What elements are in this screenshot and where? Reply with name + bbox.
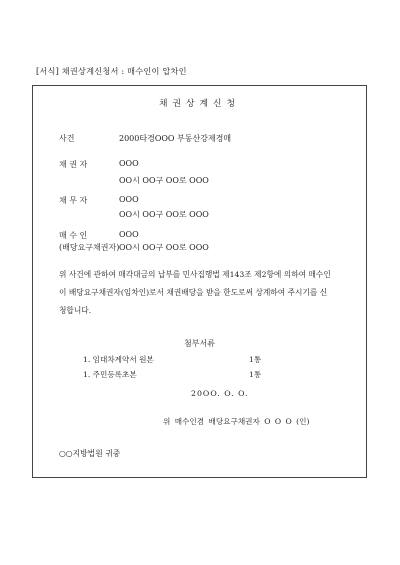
case-label: 사건: [59, 134, 75, 143]
attachments-title: 첨부서류: [184, 339, 215, 348]
form-caption: [서식] 채권상계신청서 : 매수인이 압차인: [36, 66, 187, 76]
buyer-name: OOO: [119, 230, 139, 239]
creditor-address: OO시 OO구 OO로 OOO: [119, 176, 209, 185]
attachment-count: 1통: [249, 355, 262, 364]
court-addressee: ○○지방법원 귀중: [59, 449, 121, 458]
buyer-address: OO시 OO구 OO로 OOO: [119, 243, 209, 252]
attachment-label: 1. 임대차계약서 원본: [83, 355, 154, 364]
request-body: [59, 266, 349, 320]
buyer-sublabel: (배당요구채권자): [59, 243, 120, 252]
application-form: [32, 85, 367, 478]
case-value: 2000타경OOO 부동산강제경매: [119, 134, 232, 143]
body-line-1: 위 사건에 관하여 매각대금의 납부를 민사집행법 제143조 제2항에 의하여 매수인: [59, 270, 331, 279]
buyer-label: 매 수 인: [59, 231, 88, 240]
debtor-name: OOO: [119, 195, 139, 204]
creditor-label: 채 권 자: [59, 160, 88, 169]
form-title: 채권상계신청: [159, 99, 240, 109]
filing-date: 20OO. O. O.: [191, 389, 249, 398]
attachment-label: 1. 주민등록초본: [83, 370, 137, 379]
creditor-name: OOO: [119, 159, 139, 168]
signer-line: 위 매수인겸 배당요구채권자 O O O (인): [163, 417, 310, 426]
attachment-count: 1통: [249, 370, 262, 379]
debtor-label: 채 무 자: [59, 196, 88, 205]
body-line-2: 이 배당요구채권자(임차인)로서 채권배당을 받을 한도로써 상계하여 주시기를 신: [59, 288, 328, 297]
debtor-address: OO시 OO구 OO로 OOO: [119, 210, 209, 219]
body-line-3: 청합니다.: [59, 306, 92, 315]
